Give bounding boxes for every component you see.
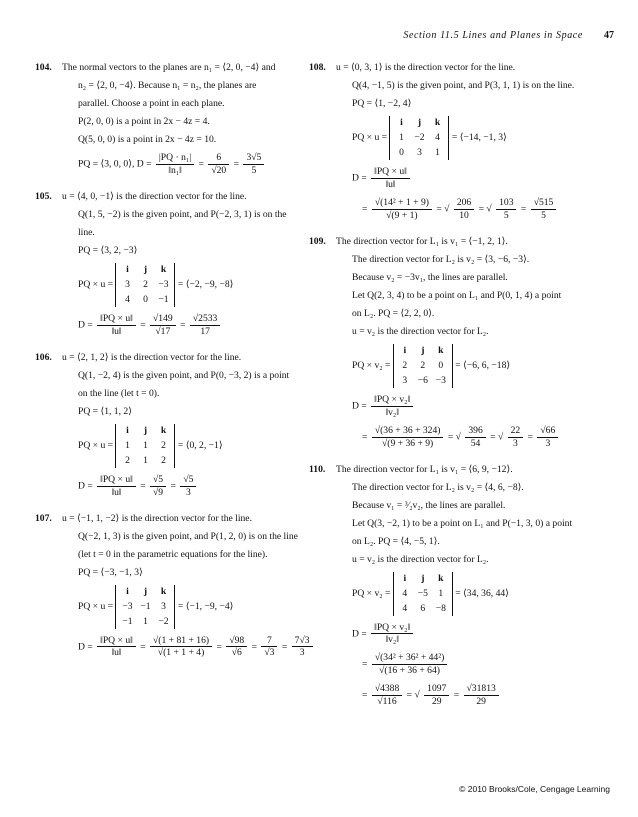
- distance-equation: = $\frac{\text{√(34² + 36² + 44²)}}{√(16 + 36 + 64)}$: [336, 652, 606, 677]
- text-line: line.: [78, 226, 95, 238]
- det-cell: k: [438, 572, 444, 584]
- distance-equation: D = $\frac{‖PQ \times u‖}{‖u‖}$ = $\frac{√(1 + 81 + 16)}{√(1 + 1 + 4)}$ = $\frac{√98}{√6}$ = $\frac{7}{√3}$ = $\frac{7√3}{3}$: [62, 635, 324, 660]
- fraction: [243, 152, 264, 177]
- det-cell: 3: [417, 146, 422, 158]
- text-line: Because v₂ = −3v₁, the lines are parallel.: [352, 271, 508, 283]
- copyright-footer: © 2010 Brooks/Cole, Cengage Learning: [459, 784, 610, 795]
- det-cell: i: [400, 116, 403, 128]
- problem-106: [35, 351, 324, 499]
- problem-105: [35, 190, 324, 338]
- text-line: Q(−2, 1, 3) is the given point, and P(1, 2, 0) is on the line: [78, 530, 298, 542]
- denominator: √(1 + 1 + 4): [157, 647, 205, 659]
- distance-equation: [336, 622, 606, 647]
- det-cell: j: [421, 572, 425, 584]
- text-line: Q(4, −1, 5) is the given point, and P(3, 1, 1) is on the line.: [352, 79, 575, 91]
- denominator: ‖n₁‖: [168, 164, 182, 176]
- det-cell: 4: [125, 293, 130, 305]
- numerator: √(36 + 36 + 324): [372, 425, 444, 438]
- fraction: [372, 652, 447, 677]
- numerator: √149: [150, 313, 176, 326]
- text-line: on L₂. PQ = ⟨2, 2, 0⟩.: [352, 307, 435, 319]
- det-cell: −3: [158, 278, 169, 290]
- numerator: ‖PQ × u‖: [371, 166, 410, 179]
- text-line: PQ = ⟨1, 1, 2⟩: [78, 405, 132, 417]
- cross-result: = ⟨−14, −1, 3⟩: [451, 132, 507, 144]
- denominator: ‖u‖: [111, 325, 122, 337]
- equation-lhs: PQ × u =: [78, 600, 114, 612]
- denominator: ‖v₂‖: [385, 406, 399, 418]
- det-cell: 4: [435, 131, 440, 143]
- text-line: u = v₂ is the direction vector for L₂.: [352, 325, 489, 337]
- det-cell: i: [126, 263, 129, 275]
- text-line: u = v₂ is the direction vector for L₂.: [352, 553, 489, 565]
- text-line: Let Q(3, −2, 1) to be a point on L₁ and P(−1, 3, 0) a point: [352, 517, 573, 529]
- equation-lhs: PQ = ⟨3, 0, 0⟩, D =: [78, 158, 152, 170]
- text-line: n₂ = ⟨2, 0, −4⟩. Because n₁ = n₂, the planes are: [78, 79, 257, 91]
- det-cell: 1: [435, 146, 440, 158]
- det-cell: 6: [420, 602, 426, 614]
- fraction: [150, 635, 212, 660]
- det-cell: 2: [161, 439, 166, 451]
- numerator: √5: [180, 474, 196, 487]
- cross-result: = ⟨−1, −9, −4⟩: [177, 600, 234, 612]
- determinant: [393, 344, 453, 388]
- numerator: √(34² + 36² + 44²): [372, 652, 447, 665]
- problem-number: 108.: [309, 62, 326, 73]
- denominator: ‖u‖: [385, 178, 396, 190]
- fraction: [97, 474, 136, 499]
- det-cell: j: [143, 263, 148, 275]
- det-cell: 1: [125, 439, 130, 451]
- distance-equation: = $\frac{√(36 + 36 + 324)}{√(9 + 36 + 9)}$ = √ $\frac{396}{54}$ = √ $\frac{22}{3}$ = $\frac{√66}{3}$: [336, 425, 606, 450]
- det-cell: −3: [435, 374, 446, 386]
- numerator: √515: [531, 197, 557, 210]
- equation-lhs: PQ × v₂ =: [352, 359, 391, 371]
- equation-lhs: D =: [78, 319, 93, 331]
- fraction: [150, 313, 176, 338]
- distance-equation: = $\frac{√4388}{√116}$ = √ $\frac{1097}{29}$ = $\frac{√31813}{29}$: [336, 683, 606, 708]
- det-cell: 3: [125, 278, 130, 290]
- cross-product: [336, 116, 606, 160]
- det-cell: 4: [402, 602, 408, 614]
- left-column: [35, 62, 324, 673]
- text-line: The direction vector for L₂ is v₂ = ⟨4, 6, −8⟩.: [352, 481, 524, 493]
- det-cell: 1: [143, 615, 148, 627]
- distance-equation: D = $\frac{‖PQ \times u‖}{‖u‖}$ = $\frac{√149}{√17}$ = $\frac{√2533}{17}$: [62, 313, 324, 338]
- numerator: 3√5: [243, 152, 264, 165]
- numerator: |PQ · n₁|: [156, 152, 194, 165]
- cross-result: = ⟨34, 36, 44⟩: [455, 587, 509, 599]
- text-line: The direction vector for L₂ is v₂ = ⟨3, −6, −3⟩.: [352, 253, 530, 265]
- cross-result: = ⟨0, 2, −1⟩: [177, 439, 223, 451]
- fraction: [208, 152, 229, 177]
- cross-product: [62, 424, 324, 468]
- determinant: [115, 424, 175, 468]
- det-cell: −1: [158, 293, 169, 305]
- text-line: PQ = ⟨−3, −1, 3⟩: [78, 566, 143, 578]
- numerator: 103: [496, 197, 516, 210]
- fraction: [537, 425, 558, 450]
- numerator: 6: [208, 152, 229, 165]
- text-line: PQ = ⟨1, −2, 4⟩: [352, 97, 412, 109]
- numerator: 7√3: [292, 635, 313, 648]
- right-column: [309, 62, 606, 722]
- fraction: [292, 635, 313, 660]
- det-cell: k: [160, 585, 167, 597]
- text-line: on L₂. PQ = ⟨4, −5, 1⟩.: [352, 535, 440, 547]
- denominator: √(9 + 1): [386, 209, 418, 221]
- numerator: √66: [537, 425, 558, 438]
- fraction: [97, 635, 136, 660]
- denominator: √6: [231, 647, 242, 659]
- fraction: [424, 683, 449, 708]
- text-line: Because v₁ = ³⁄₂v₂, the lines are parallel.: [352, 499, 506, 511]
- det-cell: 1: [438, 587, 444, 599]
- numerator: √5: [150, 474, 166, 487]
- problem-number: 105.: [35, 190, 52, 202]
- text-line: u = ⟨2, 1, 2⟩ is the direction vector for the line.: [62, 351, 242, 363]
- fraction: [226, 635, 247, 660]
- equation-lhs: PQ × v₂ =: [352, 587, 391, 599]
- denominator: √3: [264, 647, 275, 659]
- det-cell: −3: [122, 600, 133, 612]
- text-line: Q(1, −2, 4) is the given point, and P(0, −3, 2) is a point: [78, 369, 290, 381]
- text-line: Q(5, 0, 0) is a point in 2x − 4z = 10.: [78, 133, 217, 145]
- text-line: The direction vector for L₁ is v₁ = ⟨6, 9, −12⟩.: [336, 463, 513, 475]
- numerator: √98: [226, 635, 247, 648]
- text-line: u = ⟨0, 3, 1⟩ is the direction vector for the line.: [336, 62, 516, 73]
- cross-result: = ⟨−6, 6, −18⟩: [455, 359, 511, 371]
- denominator: ‖u‖: [111, 486, 122, 498]
- denominator: 3: [513, 437, 518, 449]
- cross-product: [62, 585, 324, 629]
- numerator: √4388: [372, 683, 402, 696]
- denominator: 29: [476, 696, 486, 708]
- det-cell: 2: [402, 359, 408, 371]
- fraction: [180, 474, 196, 499]
- det-cell: 4: [402, 587, 408, 599]
- section-title: Section 11.5 Lines and Planes in Space: [403, 30, 583, 41]
- text-line: The normal vectors to the planes are n₁ = ⟨2, 0, −4⟩ and: [62, 62, 276, 73]
- denominator: 17: [200, 325, 210, 337]
- distance-equation: D = $\frac{‖PQ \times u‖}{‖u‖}$ = $\frac{√5}{√9}$ = $\frac{√5}{3}$: [62, 474, 324, 499]
- text-line: parallel. Choose a point in each plane.: [78, 97, 225, 109]
- cross-product: [62, 263, 324, 307]
- distance-equation: [62, 152, 324, 177]
- fraction: [454, 197, 474, 222]
- fraction: [371, 622, 413, 647]
- denominator: 3: [545, 437, 551, 449]
- problem-number: 106.: [35, 351, 52, 363]
- equation-lhs: D =: [78, 480, 93, 492]
- det-cell: k: [434, 116, 441, 128]
- problem-110: [309, 463, 606, 709]
- fraction: [372, 425, 444, 450]
- det-cell: −5: [417, 587, 428, 599]
- fraction: [464, 683, 499, 708]
- page-number: 47: [604, 30, 614, 41]
- det-cell: i: [403, 344, 407, 356]
- determinant: [393, 572, 453, 616]
- fraction: [531, 197, 557, 222]
- text-line: on the line (let t = 0).: [78, 387, 160, 399]
- numerator: ‖PQ × u‖: [97, 474, 136, 487]
- determinant: [389, 116, 449, 160]
- equation-lhs: D =: [352, 628, 367, 640]
- numerator: 7: [261, 635, 277, 648]
- denominator: ‖v₂‖: [385, 634, 399, 646]
- det-cell: 0: [438, 359, 444, 371]
- det-cell: 2: [161, 454, 166, 466]
- fraction: [508, 425, 524, 450]
- det-cell: −1: [122, 615, 133, 627]
- determinant: [115, 585, 175, 629]
- det-cell: i: [126, 424, 129, 436]
- fraction: [371, 394, 413, 419]
- text-line: Q(1, 5, −2) is the given point, and P(−2, 3, 1) is on the: [78, 208, 287, 220]
- numerator: ‖PQ × v₂‖: [371, 394, 413, 407]
- numerator: ‖PQ × v₂‖: [371, 622, 413, 635]
- denominator: 3: [185, 486, 191, 498]
- problem-number: 109.: [309, 235, 326, 247]
- equation-lhs: D =: [78, 641, 93, 653]
- det-cell: 0: [143, 293, 148, 305]
- fraction: [496, 197, 516, 222]
- cross-result: = ⟨−2, −9, −8⟩: [177, 279, 234, 290]
- det-cell: 2: [420, 359, 426, 371]
- det-cell: 0: [399, 146, 404, 158]
- fraction: [371, 166, 410, 191]
- distance-equation: [336, 394, 606, 419]
- det-cell: 1: [399, 131, 404, 143]
- det-cell: j: [143, 424, 148, 436]
- equals: =: [198, 158, 204, 170]
- det-cell: 3: [161, 600, 166, 612]
- text-line: PQ = ⟨3, 2, −3⟩: [78, 244, 138, 256]
- numerator: ‖PQ × u‖: [97, 313, 136, 326]
- problem-number: 104.: [35, 62, 52, 73]
- equation-lhs: PQ × u =: [78, 439, 114, 451]
- cross-product: [336, 344, 606, 388]
- det-cell: −8: [435, 602, 446, 614]
- text-line: Let Q(2, 3, 4) to be a point on L₁ and P(0, 1, 4) a point: [352, 289, 562, 301]
- denominator: 10: [459, 209, 469, 221]
- numerator: √31813: [464, 683, 499, 696]
- distance-equation: [336, 166, 606, 191]
- denominator: √116: [377, 696, 397, 708]
- det-cell: −6: [417, 374, 428, 386]
- numerator: 1097: [424, 683, 449, 696]
- numerator: 22: [508, 425, 524, 438]
- denominator: √(9 + 36 + 9): [382, 437, 434, 449]
- denominator: 5: [503, 209, 509, 221]
- det-cell: i: [403, 572, 407, 584]
- fraction: [372, 683, 402, 708]
- fraction: [261, 635, 277, 660]
- numerator: 396: [465, 425, 485, 438]
- fraction: [190, 313, 220, 338]
- det-cell: 2: [143, 278, 148, 290]
- page-header: [0, 30, 614, 43]
- det-cell: j: [417, 116, 422, 128]
- denominator: 5: [251, 164, 257, 176]
- problem-109: [309, 235, 606, 450]
- det-cell: i: [126, 585, 129, 597]
- denominator: √(16 + 36 + 64): [379, 665, 440, 677]
- det-cell: k: [160, 263, 167, 275]
- fraction: [150, 474, 166, 499]
- denominator: √17: [155, 325, 171, 337]
- problem-number: 107.: [35, 512, 52, 524]
- denominator: 3: [299, 647, 305, 659]
- det-cell: k: [438, 344, 444, 356]
- determinant: [115, 263, 175, 307]
- denominator: √9: [153, 486, 164, 498]
- det-cell: −1: [140, 600, 151, 612]
- fraction: [465, 425, 485, 450]
- det-cell: −2: [158, 615, 169, 627]
- text-line: (let t = 0 in the parametric equations for the line).: [78, 548, 268, 560]
- distance-equation: = $\frac{\text{√(14² + 1 + 9)}}{√(9 + 1)}$ = √ $\frac{206}{10}$ = √ $\frac{103}{5}$ = $\frac{√515}{5}$: [336, 197, 606, 222]
- text-line: u = ⟨−1, 1, −2⟩ is the direction vector for the line.: [62, 512, 252, 524]
- text-line: P(2, 0, 0) is a point in 2x − 4z = 4.: [78, 115, 210, 127]
- fraction: [372, 197, 432, 222]
- det-cell: 2: [125, 454, 130, 466]
- det-cell: −2: [414, 131, 425, 143]
- cross-product: [336, 572, 606, 616]
- equals: =: [233, 158, 240, 170]
- problem-107: [35, 512, 324, 660]
- problem-108: [309, 62, 606, 222]
- equation-lhs: D =: [352, 400, 367, 412]
- equation-lhs: PQ × u =: [352, 132, 388, 144]
- numerator: 206: [454, 197, 474, 210]
- equation-lhs: D =: [352, 172, 367, 184]
- problem-number: 110.: [309, 463, 326, 475]
- denominator: 54: [470, 437, 481, 449]
- fraction: [97, 313, 136, 338]
- denominator: 5: [541, 209, 546, 221]
- equation-lhs: PQ × u =: [78, 279, 114, 290]
- det-cell: k: [160, 424, 167, 436]
- numerator: √(1 + 81 + 16): [150, 635, 212, 648]
- denominator: 29: [431, 696, 442, 708]
- numerator: ‖PQ × u‖: [97, 635, 136, 648]
- numerator: √2533: [190, 313, 220, 326]
- denominator: √20: [211, 164, 227, 176]
- det-cell: 1: [143, 439, 148, 451]
- det-cell: 1: [143, 454, 148, 466]
- det-cell: j: [143, 585, 148, 597]
- det-cell: j: [421, 344, 425, 356]
- text-line: u = ⟨4, 0, −1⟩ is the direction vector for the line.: [62, 190, 247, 202]
- numerator: √(14² + 1 + 9): [372, 197, 432, 210]
- fraction: [156, 152, 194, 177]
- det-cell: 3: [402, 374, 408, 386]
- denominator: ‖u‖: [111, 647, 122, 659]
- problem-104: [35, 62, 324, 177]
- text-line: The direction vector for L₁ is v₁ = ⟨−1, 2, 1⟩.: [336, 235, 508, 247]
